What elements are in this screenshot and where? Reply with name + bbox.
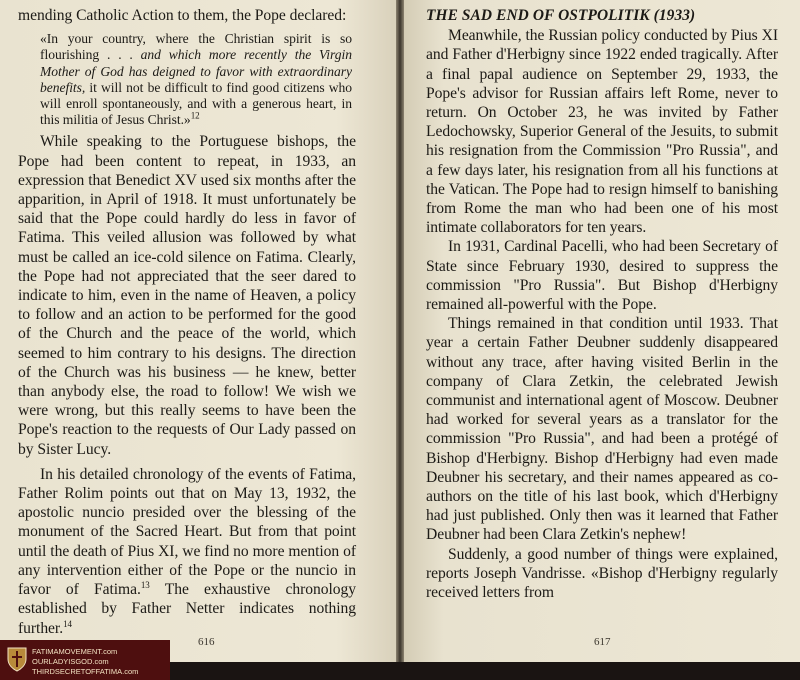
right-page-text — [426, 6, 778, 602]
right-page-number: 617 — [594, 636, 611, 648]
book-gutter — [396, 0, 404, 662]
right-page — [404, 0, 800, 662]
right-paragraph-2: In 1931, Cardinal Pacelli, who had been Secretary of State since February 1930, desired to suppress the commission "Pro Russia". But Bishop d'Herbigny remained all-powerful with the Pope. — [426, 238, 778, 314]
left-page — [0, 0, 396, 662]
left-paragraph-4-text: The exhaustive chronology established by Father Netter indicates nothing further. — [18, 581, 356, 637]
heraldic-shield-icon — [6, 646, 28, 672]
right-paragraph-4: Suddenly, a good number of things were explained, reports Joseph Vandrisse. «Bishop d'Herbigny regularly received letters from — [426, 545, 778, 602]
left-paragraph-3 — [18, 465, 356, 638]
right-paragraph-1: Meanwhile, the Russian policy conducted by Pius XI and Father d'Herbigny since 1922 ended tragically. After a final papal audience on September 29, 1933, the Pope's advisor for Russian affairs left Rome, never to return. On October 23, he was invited by Father Ledochowsky, Superior General of the Jesuits, to submit his resignation from the Commission "Pro Russia", and a few days later, his resignation from all his functions at the Vatican. The Pope had to resign himself to banishing from Rome the man who had been one of his most intimate collaborators for ten years. — [426, 27, 778, 237]
footer-link-fatimamovement[interactable]: FATIMAMOVEMENT.com — [32, 647, 118, 656]
footer-link-ourladyisgod[interactable]: OURLADYISGOD.com — [32, 657, 109, 666]
left-paragraph-3-text: In his detailed chronology of the events of Fatima, Father Rolim points out that on May 13, 1932, the apostolic nuncio presided over the blessing of the monument of the Sacred Heart. But from that point until the death of Pius XI, we find no more mention of any intervention either of the Pope or the nuncio in favor of Fatima. — [18, 465, 356, 599]
left-page-text — [18, 6, 356, 638]
footnote-12: 12 — [190, 110, 200, 121]
quote-part-3: it will not be difficult to find good citizens who will enroll spontaneously, and with a generous heart, in this militia of Jesus Christ.» — [40, 79, 352, 128]
footnote-14: 14 — [63, 618, 72, 629]
quote-part-2-italic: and which more recently the Virgin Mother of God has deigned to favor with extraordinary benefits, — [40, 47, 352, 95]
footer-link-thirdsecret[interactable]: THIRDSECRETOFFATIMA.com — [32, 667, 139, 676]
right-paragraph-3: Things remained in that condition until 1933. That year a certain Father Deubner suddenly disappeared without any trace, after having visited Berlin in the company of Clara Zetkin, the celebrated Jewish communist and international agent of Moscow. Deubner had worked for several years as a translator for the commission "Pro Russia", and had been a protégé of Bishop d'Herbigny. Bishop d'Herbigny had even made Deubner his secretary, and their names appeared as co-authors on the title of his last book, which d'Herbigny had just published. Only then was it learned that Father Deubner had been Clara Zetkin's nephew! — [426, 315, 778, 544]
left-page-number: 616 — [198, 636, 215, 648]
quote-part-1: «In your country, where the Christian spirit is so flourishing . . . — [40, 31, 352, 63]
watermark-links — [32, 647, 138, 677]
left-paragraph-2: While speaking to the Portuguese bishops, the Pope had been content to repeat, in 1933, an expression that Benedict XV used six months after the apparition, in April of 1918. It must unfortunately be said that the Pope could hardly do less in favor of Fatima. This veiled allusion was followed by what must be called an ice-cold silence on Fatima. Clearly, the Pope had not appreciated that the seer dared to indicate to him, even in the name of Heaven, a policy to follow and an action to be performed for the good of the Church and the peace of the world, which seemed to him contrary to his designs. The direction of the Church was his business — he knew, better than anybody else, the road to follow! We wish we were wrong, but this really seems to have been the Pope's reaction to the requests of Our Lady passed on by Sister Lucy. — [18, 133, 356, 458]
pope-quote — [40, 31, 352, 128]
footnote-13: 13 — [140, 579, 150, 590]
chapter-title: THE SAD END OF OSTPOLITIK (1933) — [426, 7, 696, 24]
left-paragraph-1: mending Catholic Action to them, the Pope declared: — [18, 7, 347, 24]
watermark-footer — [0, 640, 170, 680]
